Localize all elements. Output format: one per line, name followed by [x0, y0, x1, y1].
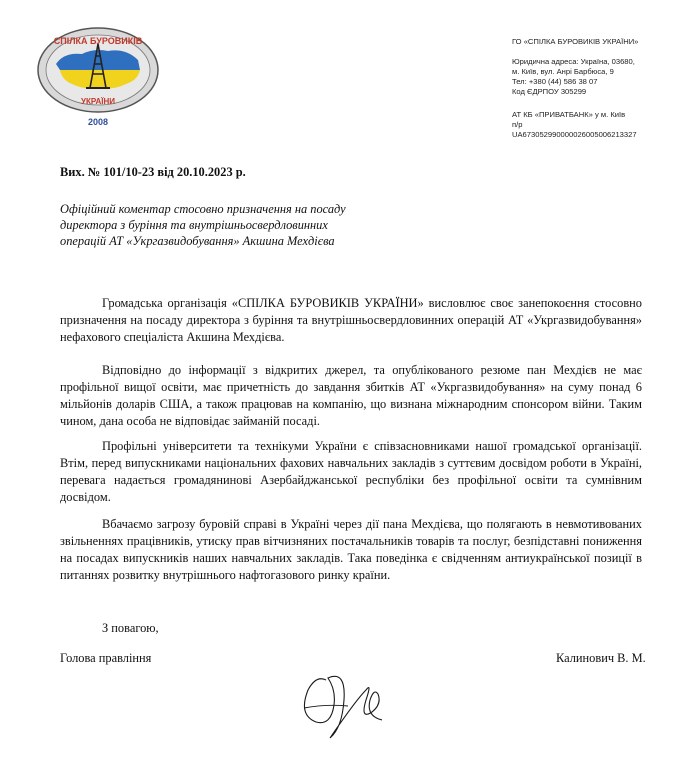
letter-reference: Вих. № 101/10-23 від 20.10.2023 р.: [60, 165, 246, 179]
signatory-title: Голова правління: [60, 651, 152, 665]
subject-line: операцій АТ «Укргазвидобування» Акшина Мехдієва: [60, 234, 335, 248]
org-address-line1: Юридична адреса: Україна, 03680,: [512, 57, 635, 66]
body-paragraph: Відповідно до інформації з відкритих джерел, та опублікованого резюме пан Мехдієв не має профільної вищої освіти, має причетність до завдання збитків АТ «Укргазвидобування» на суму понад 6 мільйонів доларів США, а також працював на компанію, що визнана міжнародним спонсором війни. Таким чином, дана особа не відповідає займаній посаді.: [60, 363, 642, 428]
body-paragraph: Вбачаємо загрозу буровій справі в Україні через дії пана Мехдієва, що полягають в невмотивованих звільненнях працівників, утиску прав вітчизняних постачальників товарів та послуг, безпідставні пониження на посадах випускників наших навчальних закладів. Така поведінка є свідченням антиукраїнської позиції в питаннях розвитку внутрішнього нафтогазового ринку країни.: [60, 517, 642, 582]
subject-line: Офіційний коментар стосовно призначення на посаду: [60, 202, 346, 216]
signatory-name: Калинович В. М.: [556, 651, 646, 665]
logo-text-bottom: УКРАЇНИ: [80, 97, 116, 106]
org-address-line2: м. Київ, вул. Анрі Барбюса, 9: [512, 67, 614, 76]
organization-details: [512, 37, 687, 140]
body-paragraph: Профільні університети та технікуми України є співзасновниками нашої громадської організації. Втім, перед випускниками національних фахових навчальних закладів з суттєвим досвідом роботи в Україні, перевага надається громадянинові Азербайджанської республіки без профільної освіти та сумнівним досвідом.: [60, 439, 642, 504]
handwritten-signature: [286, 660, 406, 750]
org-phone: Тел: +380 (44) 586 38 07: [512, 77, 598, 86]
org-iban: UA673052990000026005006213327: [512, 130, 637, 139]
org-edrpou: Код ЄДРПОУ 305299: [512, 87, 587, 96]
org-name: ГО «СПІЛКА БУРОВИКІВ УКРАЇНИ»: [512, 37, 639, 46]
subject-line: директора з буріння та внутрішньосвердловинних: [60, 218, 328, 232]
letter-subject: [60, 201, 420, 249]
organization-logo: [34, 24, 162, 130]
org-bank: АТ КБ «ПРИВАТБАНК» у м. Київ: [512, 110, 626, 119]
closing: З повагою,: [102, 621, 159, 635]
logo-text-top: СПІЛКА БУРОВИКІВ: [53, 36, 143, 46]
logo-year: 2008: [87, 117, 109, 127]
body-paragraph: Громадська організація «СПІЛКА БУРОВИКІВ УКРАЇНИ» висловлює своє занепокоєння стосовно призначення на посаду директора з буріння та внутрішньосвердловинних операцій АТ «Укргазвидобування» нефахового спеціаліста Акшина Мехдієва.: [60, 296, 642, 344]
org-account-label: п/р: [512, 120, 523, 129]
